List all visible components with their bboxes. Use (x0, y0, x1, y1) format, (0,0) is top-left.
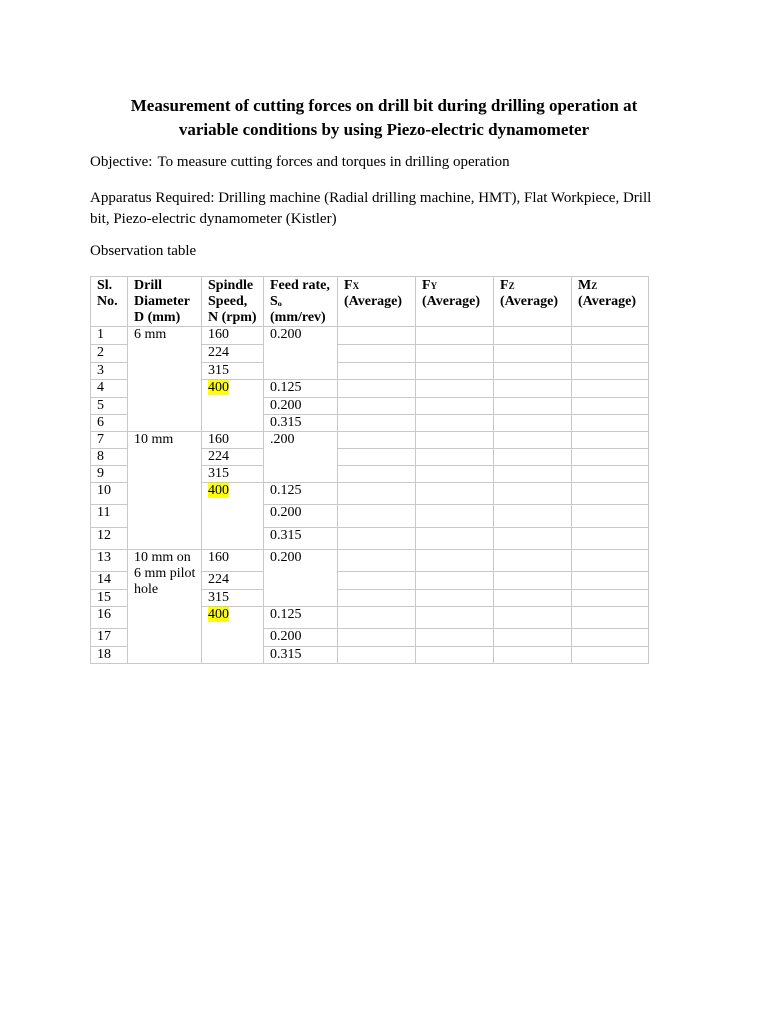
cell-fy (416, 432, 494, 449)
table-row (91, 327, 649, 345)
cell-sl: 8 (91, 449, 128, 466)
header-feed-rate: Feed rate, Sₒ (mm/rev) (264, 277, 338, 327)
cell-fy (416, 528, 494, 550)
cell-fz (494, 466, 572, 483)
cell-speed: 315 (202, 363, 264, 380)
objective-label: Objective: (90, 154, 153, 170)
cell-feed: 0.315 (264, 528, 338, 550)
cell-fx (338, 572, 416, 590)
header-sl-no: Sl. No. (91, 277, 128, 327)
cell-fx (338, 647, 416, 664)
cell-fx (338, 327, 416, 345)
cell-fy (416, 363, 494, 380)
cell-sl: 2 (91, 345, 128, 363)
cell-sl: 16 (91, 607, 128, 629)
cell-sl: 11 (91, 505, 128, 528)
cell-fz (494, 550, 572, 572)
cell-mz (572, 449, 649, 466)
cell-mz (572, 380, 649, 398)
header-mz: MZ (Average) (572, 277, 649, 327)
cell-fz (494, 327, 572, 345)
cell-diameter: 10 mm on 6 mm pilot hole (128, 550, 202, 664)
cell-fx (338, 629, 416, 647)
cell-diameter: 10 mm (128, 432, 202, 550)
cell-mz (572, 327, 649, 345)
table-row (91, 550, 649, 572)
cell-mz (572, 432, 649, 449)
cell-mz (572, 398, 649, 415)
cell-sl: 4 (91, 380, 128, 398)
cell-fz (494, 415, 572, 432)
cell-fx (338, 607, 416, 629)
cell-sl: 9 (91, 466, 128, 483)
cell-sl: 10 (91, 483, 128, 505)
header-fz: FZ (Average) (494, 277, 572, 327)
cell-feed: 0.315 (264, 647, 338, 664)
cell-fy (416, 505, 494, 528)
cell-fx (338, 432, 416, 449)
cell-sl: 12 (91, 528, 128, 550)
cell-fz (494, 345, 572, 363)
cell-sl: 3 (91, 363, 128, 380)
cell-fy (416, 449, 494, 466)
cell-feed: 0.200 (264, 398, 338, 415)
cell-fy (416, 550, 494, 572)
cell-fx (338, 398, 416, 415)
cell-fy (416, 327, 494, 345)
cell-fz (494, 572, 572, 590)
table-caption: Observation table (90, 243, 197, 259)
cell-mz (572, 528, 649, 550)
cell-mz (572, 647, 649, 664)
cell-fz (494, 449, 572, 466)
cell-speed (202, 607, 264, 664)
cell-mz (572, 572, 649, 590)
cell-fx (338, 505, 416, 528)
cell-fz (494, 398, 572, 415)
cell-speed: 224 (202, 345, 264, 363)
cell-feed: 0.125 (264, 607, 338, 629)
cell-feed: 0.200 (264, 327, 338, 380)
cell-fy (416, 398, 494, 415)
title-line-1: Measurement of cutting forces on drill bit during drilling operation at (130, 96, 638, 115)
cell-fx (338, 345, 416, 363)
cell-sl: 1 (91, 327, 128, 345)
cell-sl: 13 (91, 550, 128, 572)
header-fy: FY (Average) (416, 277, 494, 327)
cell-feed: 0.200 (264, 629, 338, 647)
cell-speed: 160 (202, 550, 264, 572)
cell-fy (416, 415, 494, 432)
title-line-2: variable conditions by using Piezo-electric dynamometer (178, 120, 590, 139)
cell-fy (416, 466, 494, 483)
cell-fz (494, 483, 572, 505)
cell-fz (494, 629, 572, 647)
cell-fz (494, 607, 572, 629)
apparatus-paragraph: Apparatus Required: Drilling machine (Radial drilling machine, HMT), Flat Workpiece, Drill bit, Piezo-electric dynamometer (Kistler) (90, 190, 652, 227)
cell-mz (572, 363, 649, 380)
cell-fy (416, 590, 494, 607)
objective-text: To measure cutting forces and torques in drilling operation (157, 154, 510, 170)
cell-fx (338, 415, 416, 432)
cell-speed: 315 (202, 466, 264, 483)
table-header-row (91, 277, 649, 327)
cell-mz (572, 415, 649, 432)
cell-diameter: 6 mm (128, 327, 202, 432)
cell-fx (338, 550, 416, 572)
cell-mz (572, 550, 649, 572)
cell-sl: 17 (91, 629, 128, 647)
cell-fy (416, 647, 494, 664)
objective-paragraph (90, 152, 670, 173)
cell-speed: 160 (202, 327, 264, 345)
cell-feed: 0.200 (264, 505, 338, 528)
cell-feed: .200 (264, 432, 338, 483)
cell-speed: 224 (202, 572, 264, 590)
observation-table (90, 276, 649, 664)
document-title (90, 94, 678, 142)
cell-speed (202, 483, 264, 550)
cell-mz (572, 505, 649, 528)
header-drill-diameter: Drill Diameter D (mm) (128, 277, 202, 327)
header-spindle-speed: Spindle Speed, N (rpm) (202, 277, 264, 327)
cell-fz (494, 363, 572, 380)
cell-fy (416, 380, 494, 398)
cell-fy (416, 607, 494, 629)
cell-sl: 7 (91, 432, 128, 449)
cell-fy (416, 629, 494, 647)
cell-feed: 0.125 (264, 380, 338, 398)
cell-speed: 160 (202, 432, 264, 449)
table-row (91, 432, 649, 449)
cell-sl: 15 (91, 590, 128, 607)
cell-mz (572, 483, 649, 505)
cell-sl: 6 (91, 415, 128, 432)
cell-feed: 0.200 (264, 550, 338, 607)
cell-feed: 0.315 (264, 415, 338, 432)
cell-sl: 14 (91, 572, 128, 590)
cell-fx (338, 449, 416, 466)
cell-speed: 315 (202, 590, 264, 607)
cell-fx (338, 363, 416, 380)
cell-fz (494, 647, 572, 664)
cell-fz (494, 590, 572, 607)
highlighted-speed: 400 (208, 607, 229, 622)
cell-fy (416, 572, 494, 590)
cell-fx (338, 590, 416, 607)
cell-sl: 5 (91, 398, 128, 415)
cell-speed (202, 380, 264, 432)
cell-fz (494, 505, 572, 528)
cell-mz (572, 590, 649, 607)
highlighted-speed: 400 (208, 483, 229, 498)
cell-sl: 18 (91, 647, 128, 664)
cell-fy (416, 483, 494, 505)
highlighted-speed: 400 (208, 380, 229, 395)
cell-fz (494, 432, 572, 449)
cell-mz (572, 345, 649, 363)
cell-fx (338, 528, 416, 550)
cell-fx (338, 483, 416, 505)
cell-feed: 0.125 (264, 483, 338, 505)
cell-fz (494, 528, 572, 550)
header-fx: FX (Average) (338, 277, 416, 327)
cell-fy (416, 345, 494, 363)
cell-mz (572, 466, 649, 483)
cell-mz (572, 629, 649, 647)
cell-speed: 224 (202, 449, 264, 466)
cell-fx (338, 466, 416, 483)
cell-mz (572, 607, 649, 629)
cell-fx (338, 380, 416, 398)
cell-fz (494, 380, 572, 398)
